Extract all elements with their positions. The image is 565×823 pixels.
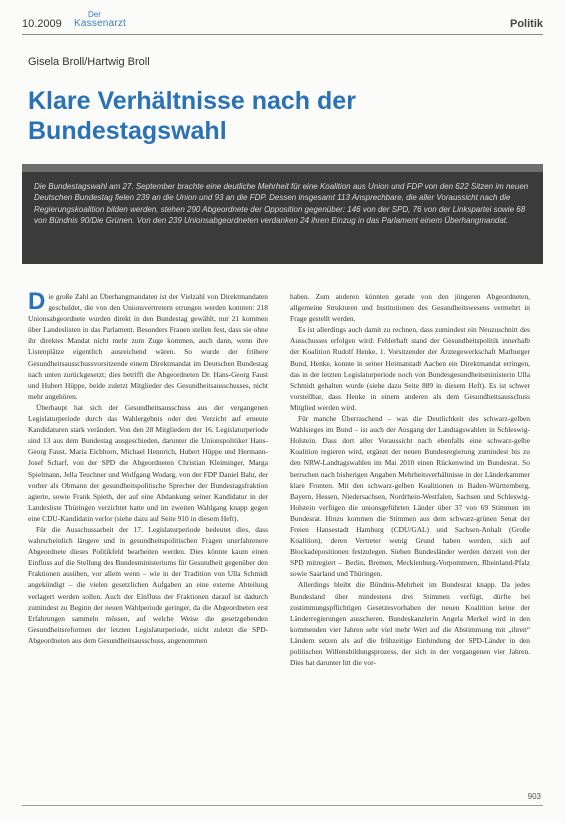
lead-box xyxy=(22,164,543,264)
body-paragraph: Für die Ausschussarbeit der 17. Legislaturperiode bedeutet dies, dass wahrscheinlich längere und in gesundheitspolitischen Fragen unerfahrenere Abgeordnete dieses Politikfeld bearbeiten werden. Dies könnte kaum einen Einfluss auf die Stellung des Bundesministeriums für Gesundheit gegenüber den Fraktionen ausüben, vor allem wenn – wie in der Tradition von Ulla Schmidt angekündigt – die vielen gesetzlichen Aufgaben an eine externe Abteilung verlagert werden sollen. Auch der Einfluss der Fraktionen darauf ist dadurch zumindest zu Beginn der neuen Wahlperiode geringer, da die Abgeordneten erst Erfahrungen sammeln müssen, auf welche Weise die gesetzgebenden Gesundheitsreformen der letzten Legislaturperiode, nicht zuletzt die SPD-Abgeordneten aus dem Gesundheitsausschuss, angenommen xyxy=(28,524,268,645)
body-paragraph: Allerdings bleibt die Bündnis-Mehrheit im Bundesrat knapp. Da jedes Bundesland über mindestens drei Stimmen verfügt, dürfte bei zustimmungspflichtigen Gesetzesvorhaben der neuen Koalition keine der Länderregierungen ausscheren. Bundeskanzlerin Angela Merkel wird in den kommenden vier Jahren sehr viel mehr Wert auf die Abstimmung mit „ihren“ Ländern setzen als auf die frühzeitige Einbindung der SPD-Länder in den politischen Willensbildungsprozess, der sich in der vergangenen vier Jahren. Dies hat darunter litt die vor- xyxy=(290,580,530,668)
header-divider xyxy=(22,34,543,35)
body-paragraph: Es ist allerdings auch damit zu rechnen, dass zumindest ein Neuzuschnitt des Ausschusses erfolgen wird: Fehlerhaft stand der Gesundheitspolitik innerhalb der Koalition Rudolf Henke, 1. Vorsitzender der Ärztegewerkschaft Marburger Bund, Henke, konnte in seiner Heimatstadt Aachen ein Direktmandat erringen, das in der letzten Legislaturperiode noch von Bundesgesundheitsministerin Ulla Schmidt gehalten wurde (siehe dazu Seite 889 in diesem Heft). Es ist schwer vorstellbar, dass Henke in einem anderen als dem Gesundheitsausschuss Mitglied werden wird. xyxy=(290,325,530,412)
section-label: Politik xyxy=(509,18,543,30)
body-paragraph: haben. Zum anderen könnten gerade von den jüngeren Abgeordneten, allgemeine Strukturen und Institutionen des Gesundheitswesens vermehrt in Frage gestellt werden. xyxy=(290,292,530,324)
drop-cap: D xyxy=(28,291,46,315)
body-text: ie große Zahl an Überhangmandaten ist der Vielzahl von Direktmandaten geschuldet, die von den Unionsvertretern errungen werden konnten: 218 Unionsabgeordnete wurden direkt in den Bundestag gewählt, nur 21 kommen über Landeslisten in das Parlament. Besonders Frauen stellen fest, dass sie ohne ihr direktes Mandat nicht mehr zum Zuge kommen, auch dann, wenn ihre Listenplätze eigentlich ausreichend wären. So wurde der frühere Gesundheitsausschussvorsitzende einem Direktmandat im Deutschen Bundestag nach unten zurückgesetzt; dies betrifft die Abgeordneten Dr. Hans-Georg Faust und Hubert Hüppe, beide zuletzt Mitglieder des Gesundheitsausschusses, nicht mehr angehören. xyxy=(28,292,268,401)
article-authors: Gisela Broll/Hartwig Broll xyxy=(28,56,150,68)
brand-line2: Kassenarzt xyxy=(74,18,127,29)
article-body xyxy=(28,291,543,791)
body-column-right xyxy=(290,291,530,791)
brand-line1: Der xyxy=(88,10,101,19)
body-paragraph: Überhaupt hat sich der Gesundheitsausschuss aus der vergangenen Legislaturperiode durch das Wahlergebnis oder den Verzicht auf erneute Kandidaturen stark verändert. Von den 28 Mitgliedern der 16. Legislaturperiode sind 13 aus dem Bundestag ausgeschieden, darunter die Unionspolitiker Hans-Georg Faust, Maria Eichhorn, Michael Hennrich, Hubert Hüppe und Hermann-Josef Scharf, von der SPD die Abgeordneten Christian Kleiminger, Marga Spielmann, Jella Teuchner und Wolfgang Wodarg, von der FDP Daniel Bahr, der vorher als Obmann der gesundheitspolitische Sprecher der Bundestagsfraktion agierte, sowie Frank Spieth, der auf eine Abdankung seiner Kandidatur in der Landesliste Thüringen verzichtet hatte und im zweiten Wahlgang knapp gegen eine CDU-Kandidatin verlor (siehe dazu auf Seite 910 in diesem Heft). xyxy=(28,402,268,523)
body-paragraph: Für manche Überraschend – was die Deutlichkeit des schwarz-gelben Wahlsieges im Bund – ist auch der Ausgang der Landtagswahlen in Schleswig-Holstein. Dass dort aller Voraussicht nach ebenfalls eine schwarz-gelbe Koalition regieren wird, ergänzt der neuen Bundesregierung zumindest bis zu den NRW-Landtagswahlen im Mai 2010 einen Rückenwind im Bundesrat. So herrschen nach bisherigen Angaben Mehrheitsverhältnisse in der Länderkammer klare Fronten. Mit den schwarz-gelben Koalitionen in Baden-Württemberg, Bayern, Hessen, Niedersachsen, Nordrhein-Westfalen, Sachsen und Schleswig-Holstein verfügen die unionsgeführten Länder über 37 von 69 Stimmen im Bundesrat. Hinzu kommen die Stimmen aus dem schwarz-grünen Senat der Freien Hansestadt Hamburg (CDU/GAL) und Sachsen-Anhalt (Große Koalition), deren Vertreter wenig Grund haben werden, sich auf Blockadepositionen festzulegen. Sieben Bundesländer werden derzeit von der SPD mitregiert – Berlin, Bremen, Mecklenburg-Vorpommern, Rheinland-Pfalz sowie Saarland und Thüringen. xyxy=(290,414,530,579)
issue-date: 10.2009 xyxy=(22,18,62,30)
body-paragraph xyxy=(28,291,268,402)
article-headline: Klare Verhältnisse nach der Bundestagswahl xyxy=(28,87,356,145)
page-number: 903 xyxy=(527,792,541,801)
page-header xyxy=(22,10,543,40)
footer-divider xyxy=(22,805,543,806)
body-column-left xyxy=(28,291,268,791)
brand-logo xyxy=(74,10,126,28)
lead-paragraph: Die Bundestagswahl am 27. September brachte eine deutliche Mehrheit für eine Koalition aus Union und FDP von den 622 Sitzen im neuen Deutschen Bundestag fielen 239 an die Union und 93 an die FDP. Dessen insgesamt 113 Ansprechbare, die aller Voraussicht nach die Regierungskoalition bilden werden, stehen 290 Abgeordnete der Opposition gegenüber: 146 von der SPD, 76 von der Linkspartei sowie 68 von Bündnis 90/Die Grünen. Von den 239 Unionsabgeordneten verdanken 24 ihren Einzug in das Parlament einem Überhangmandat. xyxy=(34,182,529,226)
